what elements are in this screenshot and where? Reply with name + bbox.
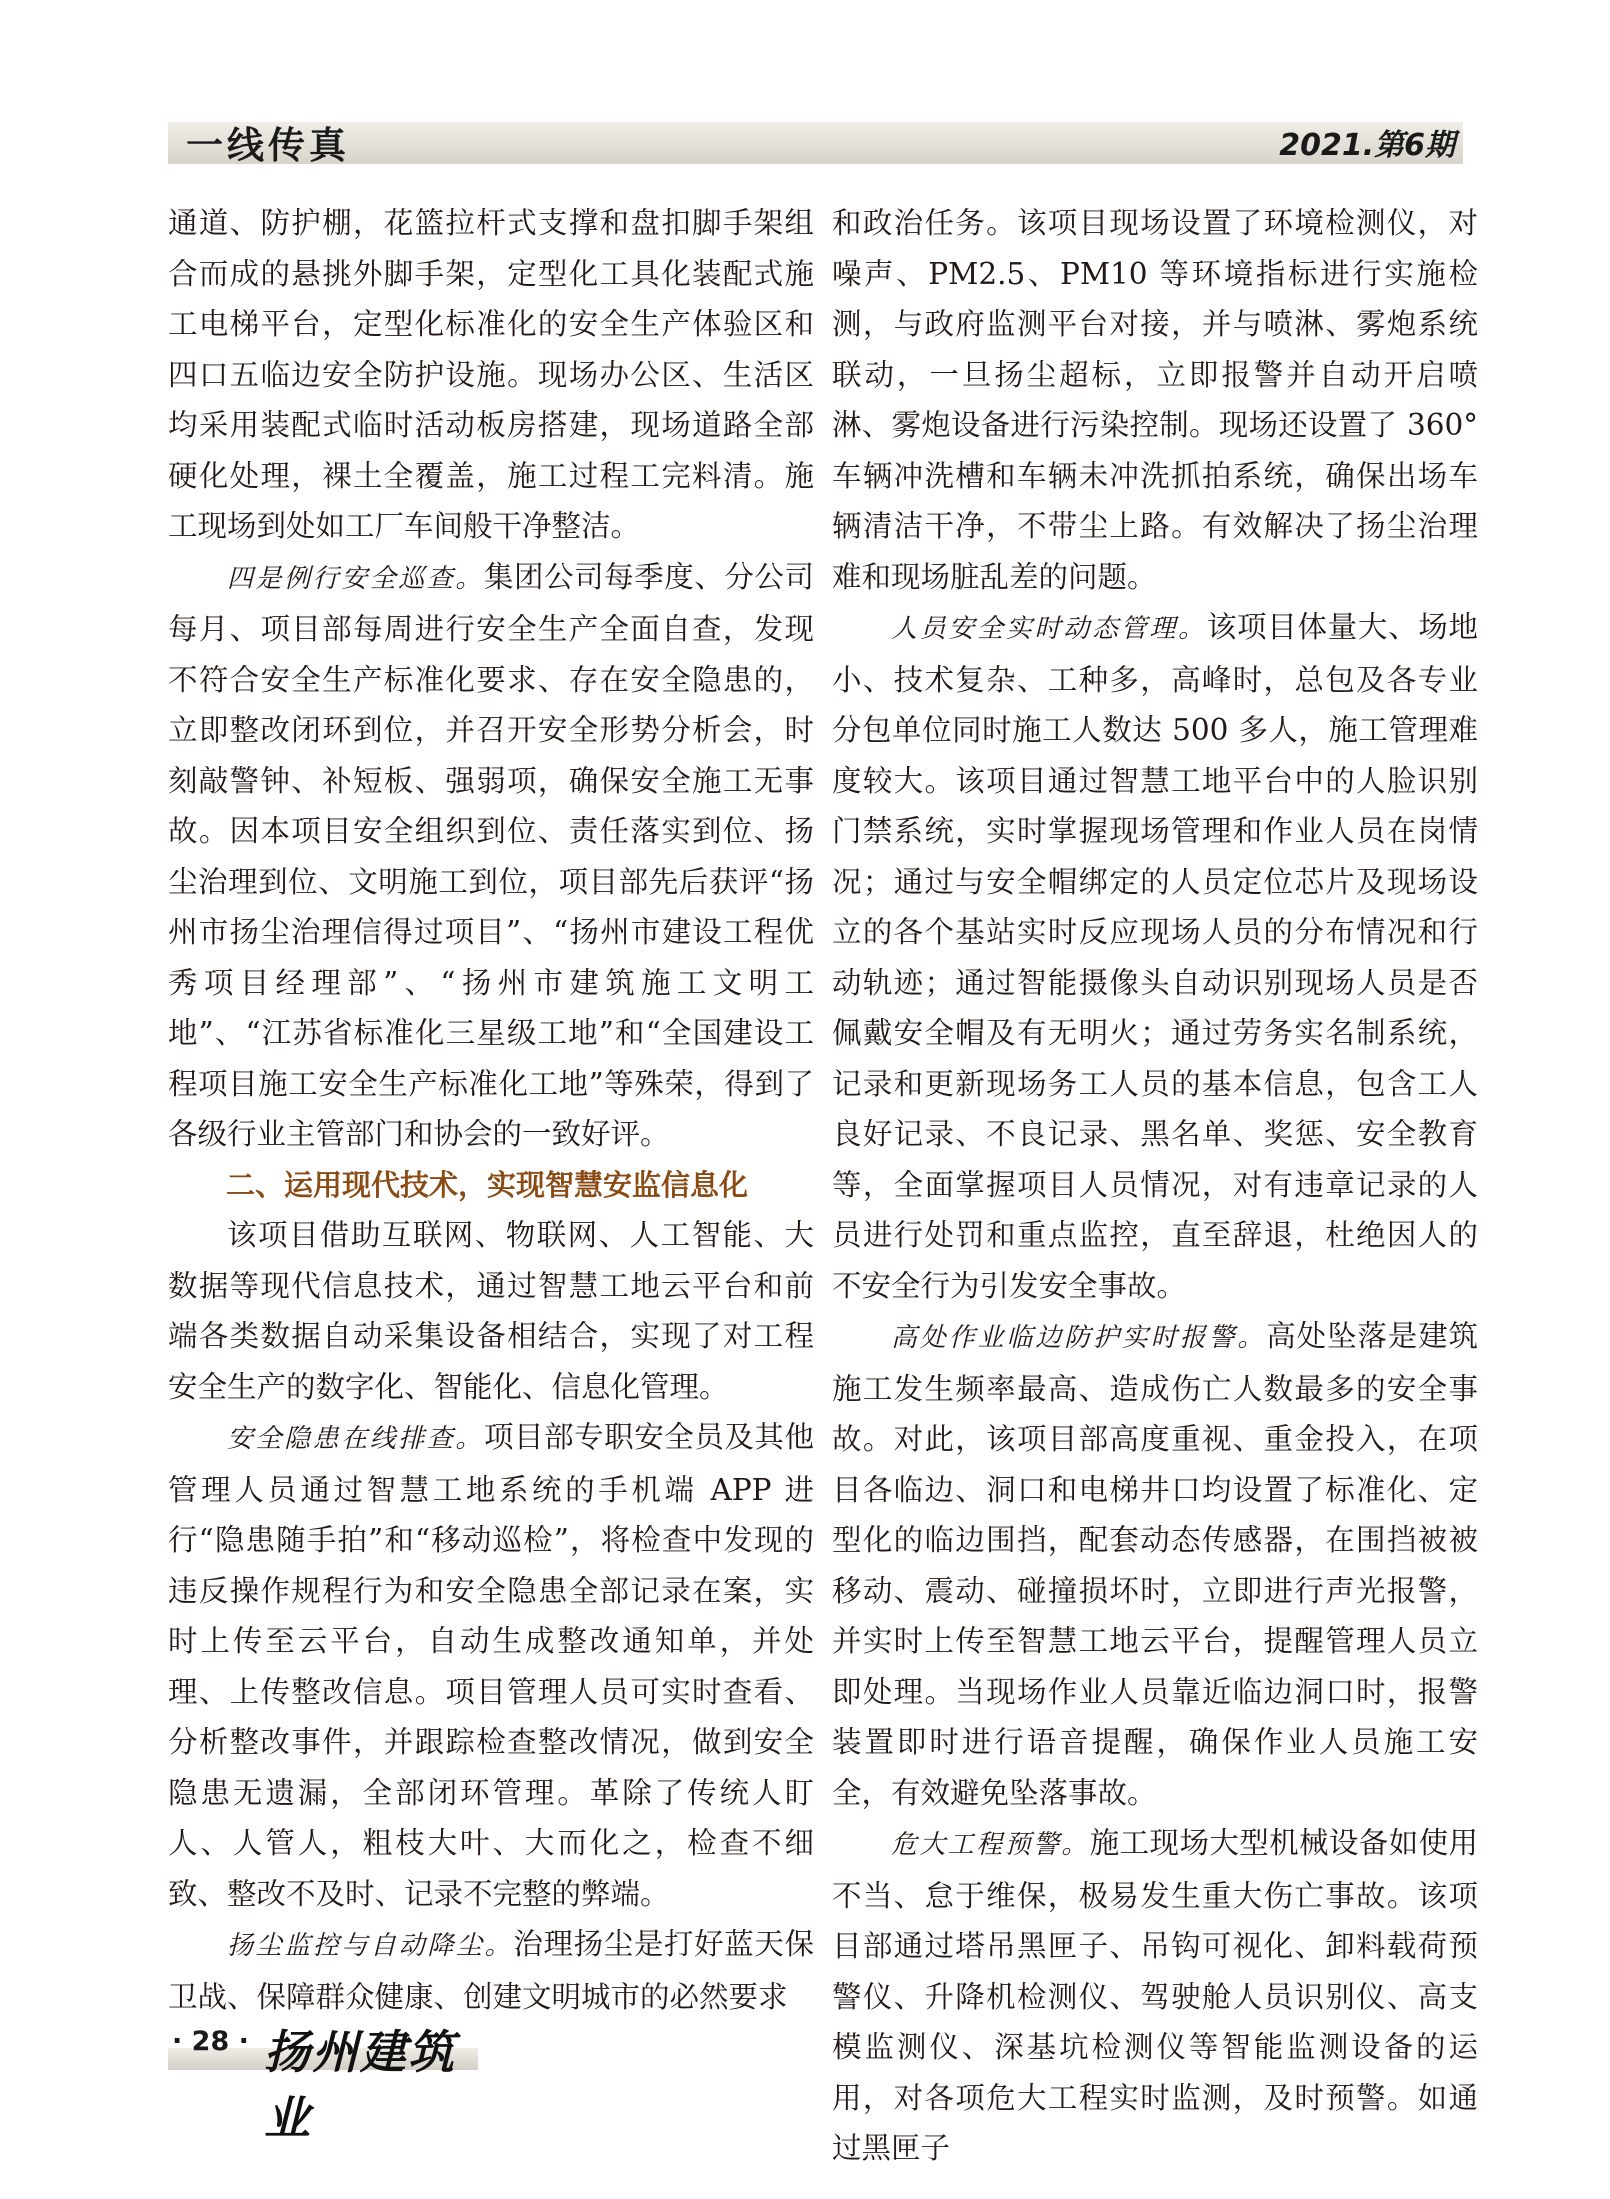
paragraph: 和政治任务。该项目现场设置了环境检测仪，对噪声、PM2.5、PM10 等环境指标进行实施检测，与政府监测平台对接，并与喷淋、雾炮系统联动，一旦扬尘超标，立即报警并自动开启喷淋、雾炮设备进行污染控制。现场还设置了 360° 车辆冲洗槽和车辆未冲洗抓拍系统，确保出场车辆清洁干净，不带尘上路。有效解决了扬尘治理难和现场脏乱差的问题。 <box>832 206 1478 594</box>
page-footer <box>168 2014 478 2145</box>
paragraph-keyword: 危大工程预警。 <box>891 1830 1090 1860</box>
paragraph <box>832 1818 1478 2174</box>
section-heading: 二、运用现代技术，实现智慧安监信息化 <box>226 1167 749 1202</box>
paragraph-keyword: 安全隐患在线排查。 <box>227 1424 484 1454</box>
magazine-logo: 扬州建筑业 <box>264 2025 456 2145</box>
paragraph-text: 高处坠落是建筑施工发生频率最高、造成伤亡人数最多的安全事故。对此，该项目部高度重视、重金投入，在项目各临边、洞口和电梯井口均设置了标准化、定型化的临边围挡，配套动态传感器，在围挡被被移动、震动、碰撞损坏时，立即进行声光报警，并实时上传至智慧工地云平台，提醒管理人员立即处理。当现场作业人员靠近临边洞口时，报警装置即时进行语音提醒，确保作业人员施工安全，有效避免坠落事故。 <box>832 1319 1478 1810</box>
page-number: · 28 · <box>172 2026 249 2057</box>
issue-label: 2021.第6期 <box>1279 128 1455 163</box>
paragraph-text: 集团公司每季度、分公司每月、项目部每周进行安全生产全面自查，发现不符合安全生产标准化要求、存在安全隐患的，立即整改闭环到位，并召开安全形势分析会，时刻敲警钟、补短板、强弱项，确保安全施工无事故。因本项目安全组织到位、责任落实到位、扬尘治理到位、文明施工到位，项目部先后获评“扬州市扬尘治理信得过项目”、“扬州市建设工程优秀项目经理部”、“扬州市建筑施工文明工地”、“江苏省标准化三星级工地”和“全国建设工程项目施工安全生产标准化工地”等殊荣，得到了各级行业主管部门和协会的一致好评。 <box>168 559 814 1151</box>
paragraph <box>168 1412 814 1919</box>
paragraph-text: 项目部专职安全员及其他管理人员通过智慧工地系统的手机端 APP 进行“隐患随手拍”和“移动巡检”，将检查中发现的违反操作规程行为和安全隐患全部记录在案，实时上传至云平台，自动生成整改通知单，并处理、上传整改信息。项目管理人员可实时查看、分析整改事件，并跟踪检查整改情况，做到安全隐患无遗漏，全部闭环管理。革除了传统人盯人、人管人，粗枝大叶、大而化之，检查不细致、整改不及时、记录不完整的弊端。 <box>168 1420 814 1911</box>
paragraph <box>168 552 814 1160</box>
paragraph-keyword: 四是例行安全巡查。 <box>227 563 484 594</box>
paragraph-text: 施工现场大型机械设备如使用不当、怠于维保，极易发生重大伤亡事故。该项目部通过塔吊黑匣子、吊钩可视化、卸料载荷预警仪、升降机检测仪、驾驶舱人员识别仪、高支模监测仪、深基坑检测仪等智能监测设备的运用，对各项危大工程实时监测，及时预警。如通过黑匣子 <box>832 1826 1478 2165</box>
paragraph: 该项目借助互联网、物联网、人工智能、大数据等现代信息技术，通过智慧工地云平台和前端各类数据自动采集设备相结合，实现了对工程安全生产的数字化、智能化、信息化管理。 <box>168 1218 814 1404</box>
paragraph <box>832 602 1478 1311</box>
paragraph-keyword: 高处作业临边防护实时报警。 <box>891 1323 1267 1353</box>
page-header <box>0 0 1610 175</box>
paragraph-keyword: 扬尘监控与自动降尘。 <box>227 1931 514 1961</box>
paragraph-text: 治理扬尘是打好蓝天保卫战、保障群众健康、创建文明城市的必然要求 <box>168 1927 814 2014</box>
paragraph: 通道、防护棚，花篮拉杆式支撑和盘扣脚手架组合而成的悬挑外脚手架，定型化工具化装配式施工电梯平台，定型化标准化的安全生产体验区和四口五临边安全防护设施。现场办公区、生活区均采用装配式临时活动板房搭建，现场道路全部硬化处理，裸土全覆盖，施工过程工完料清。施工现场到处如工厂车间般干净整洁。 <box>168 206 814 543</box>
section-title: 一线传真 <box>186 124 350 167</box>
header-band <box>168 122 1463 164</box>
paragraph-keyword: 人员安全实时动态管理。 <box>891 614 1207 644</box>
paragraph <box>832 1311 1478 1818</box>
paragraph <box>168 1919 814 2022</box>
left-column <box>168 198 814 2022</box>
right-column <box>832 198 1478 2174</box>
paragraph-text: 该项目体量大、场地小、技术复杂、工种多，高峰时，总包及各专业分包单位同时施工人数达 500 多人，施工管理难度较大。该项目通过智慧工地平台中的人脸识别门禁系统，实时掌握现场管理和作业人员在岗情况；通过与安全帽绑定的人员定位芯片及现场设立的各个基站实时反应现场人员的分布情况和行动轨迹；通过智能摄像头自动识别现场人员是否佩戴安全帽及有无明火；通过劳务实名制系统，记录和更新现场务工人员的基本信息，包含工人良好记录、不良记录、黑名单、奖惩、安全教育等，全面掌握项目人员情况，对有违章记录的人员进行处罚和重点监控，直至辞退，杜绝因人的不安全行为引发安全事故。 <box>832 610 1478 1303</box>
